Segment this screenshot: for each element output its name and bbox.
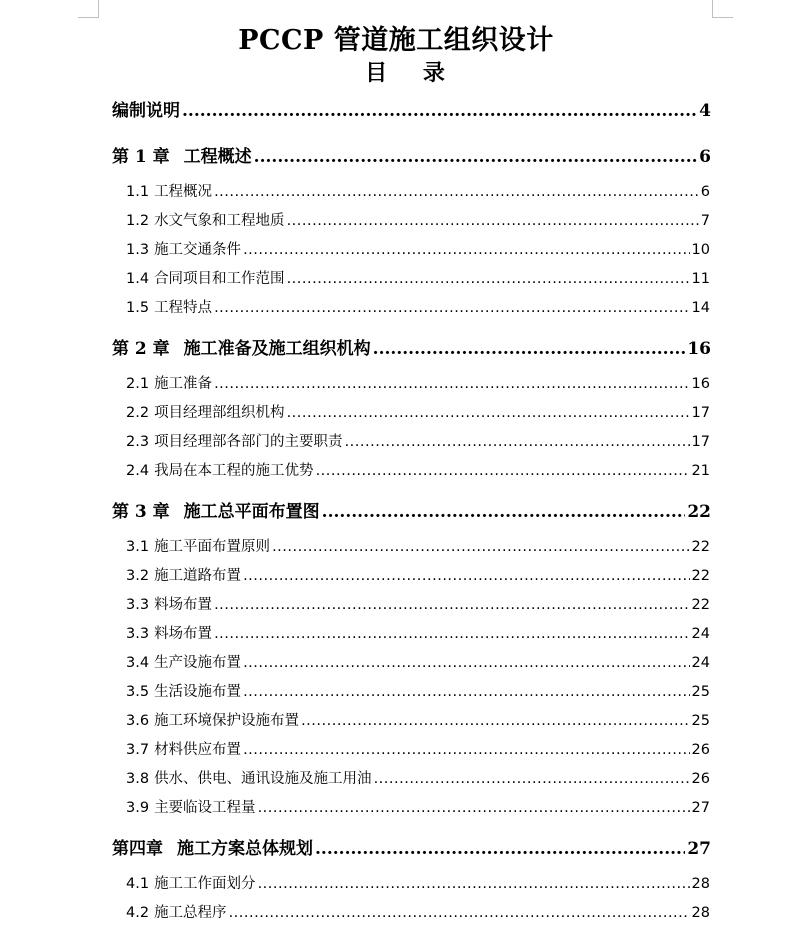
crop-mark-top-left bbox=[78, 0, 99, 18]
toc-page-number: 26 bbox=[691, 742, 710, 758]
toc-section-entry[interactable] bbox=[126, 622, 710, 643]
toc-entry-number: 3.7 bbox=[126, 742, 150, 758]
toc-entry-number: 1.1 bbox=[126, 184, 150, 200]
toc-section-entry[interactable] bbox=[126, 267, 710, 288]
toc-page-number: 14 bbox=[691, 300, 710, 316]
toc-page-number: 4 bbox=[699, 101, 711, 121]
toc-page-number: 27 bbox=[687, 839, 711, 859]
toc-section-entry[interactable] bbox=[126, 180, 710, 201]
toc-entry-number: 1.5 bbox=[126, 300, 150, 316]
toc-entry-title: 施工准备及施工组织机构 bbox=[183, 339, 371, 359]
toc-page-number: 17 bbox=[691, 434, 710, 450]
toc-section-entry[interactable] bbox=[126, 430, 710, 451]
toc-entry-number: 3.9 bbox=[126, 800, 150, 816]
toc-entry-title: 供水、供电、通讯设施及施工用油 bbox=[154, 771, 372, 787]
toc-leader-dots bbox=[214, 184, 699, 200]
toc-page-number: 27 bbox=[691, 800, 710, 816]
toc-section-entry[interactable] bbox=[126, 459, 710, 480]
toc-entry-number: 第 2 章 bbox=[112, 339, 170, 359]
toc-entry-title: 施工总程序 bbox=[154, 905, 227, 921]
crop-mark-top-right bbox=[712, 0, 733, 18]
toc-page-number: 6 bbox=[700, 184, 710, 200]
toc-entry-number: 1.4 bbox=[126, 271, 150, 287]
toc-leader-dots bbox=[214, 597, 689, 613]
toc-page-number: 7 bbox=[700, 213, 710, 229]
toc-leader-dots bbox=[322, 502, 686, 522]
toc-page-number: 22 bbox=[691, 597, 710, 613]
toc-page-number: 22 bbox=[691, 539, 710, 555]
toc-entry-number: 3.5 bbox=[126, 684, 150, 700]
toc-entry-number: 第四章 bbox=[112, 839, 163, 859]
toc-leader-dots bbox=[345, 434, 690, 450]
toc-entry-title: 工程特点 bbox=[154, 300, 213, 316]
toc-section-entry[interactable] bbox=[126, 796, 710, 817]
toc-leader-dots bbox=[254, 147, 697, 167]
toc-leader-dots bbox=[287, 213, 699, 229]
toc-leader-dots bbox=[287, 405, 690, 421]
toc-leader-dots bbox=[214, 376, 689, 392]
toc-leader-dots bbox=[243, 242, 689, 258]
toc-leader-dots bbox=[243, 655, 689, 671]
toc-entry-number: 3.3 bbox=[126, 597, 150, 613]
toc-page-number: 10 bbox=[691, 242, 710, 258]
toc-leader-dots bbox=[243, 684, 689, 700]
toc-leader-dots bbox=[374, 771, 690, 787]
toc-entry-title: 项目经理部组织机构 bbox=[154, 405, 285, 421]
toc-leader-dots bbox=[287, 271, 690, 287]
toc-entry-title: 料场布置 bbox=[154, 626, 213, 642]
toc-section-entry[interactable] bbox=[126, 872, 710, 893]
toc-chapter-entry[interactable] bbox=[112, 334, 711, 359]
toc-page-number: 28 bbox=[691, 905, 710, 921]
toc-entry-number: 4.1 bbox=[126, 876, 150, 892]
toc-entry-title: 施工平面布置原则 bbox=[154, 539, 271, 555]
toc-entry-title: 主要临设工程量 bbox=[154, 800, 256, 816]
toc-entry-title: 施工环境保护设施布置 bbox=[154, 713, 300, 729]
toc-leader-dots bbox=[243, 742, 689, 758]
toc-entry-number: 1.3 bbox=[126, 242, 150, 258]
toc-chapter-entry[interactable] bbox=[112, 834, 711, 859]
toc-section-entry[interactable] bbox=[126, 401, 710, 422]
toc-entry-title: 材料供应布置 bbox=[154, 742, 242, 758]
toc-leader-dots bbox=[258, 800, 690, 816]
toc-section-entry[interactable] bbox=[126, 901, 710, 922]
toc-page-number: 24 bbox=[691, 655, 710, 671]
toc-entry-title: 施工交通条件 bbox=[154, 242, 242, 258]
toc-section-entry[interactable] bbox=[126, 680, 710, 701]
toc-chapter-entry[interactable] bbox=[112, 96, 711, 121]
toc-section-entry[interactable] bbox=[126, 535, 710, 556]
toc-entry-title: 编制说明 bbox=[112, 101, 180, 121]
toc-section-entry[interactable] bbox=[126, 372, 710, 393]
toc-entry-title: 工程概述 bbox=[183, 147, 252, 167]
toc-section-entry[interactable] bbox=[126, 238, 710, 259]
toc-entry-number: 2.1 bbox=[126, 376, 150, 392]
toc-page-number: 21 bbox=[691, 463, 710, 479]
toc-entry-number: 3.2 bbox=[126, 568, 150, 584]
toc-section-entry[interactable] bbox=[126, 296, 710, 317]
toc-section-entry[interactable] bbox=[126, 738, 710, 759]
toc-leader-dots bbox=[229, 905, 690, 921]
toc-heading: 目 录 bbox=[365, 60, 445, 86]
toc-entry-title: 施工总平面布置图 bbox=[183, 502, 320, 522]
toc-page-number: 25 bbox=[691, 684, 710, 700]
toc-entry-title: 施工道路布置 bbox=[154, 568, 242, 584]
toc-leader-dots bbox=[214, 626, 689, 642]
toc-entry-title: 水文气象和工程地质 bbox=[154, 213, 285, 229]
toc-entry-number: 1.2 bbox=[126, 213, 150, 229]
toc-entry-number: 3.8 bbox=[126, 771, 150, 787]
toc-leader-dots bbox=[301, 713, 689, 729]
document-title: PCCP 管道施工组织设计 bbox=[238, 25, 554, 56]
toc-page-number: 28 bbox=[691, 876, 710, 892]
toc-leader-dots bbox=[316, 463, 690, 479]
toc-page-number: 25 bbox=[691, 713, 710, 729]
toc-entry-number: 2.4 bbox=[126, 463, 150, 479]
toc-chapter-entry[interactable] bbox=[112, 142, 711, 167]
toc-page-number: 22 bbox=[687, 502, 711, 522]
toc-entry-title: 我局在本工程的施工优势 bbox=[154, 463, 314, 479]
toc-leader-dots bbox=[373, 339, 686, 359]
toc-leader-dots bbox=[214, 300, 689, 316]
toc-entry-title: 施工工作面划分 bbox=[154, 876, 256, 892]
toc-entry-number: 第 1 章 bbox=[112, 147, 170, 167]
toc-entry-number: 3.3 bbox=[126, 626, 150, 642]
toc-section-entry[interactable] bbox=[126, 651, 710, 672]
toc-section-entry[interactable] bbox=[126, 209, 710, 230]
toc-page-number: 26 bbox=[691, 771, 710, 787]
toc-entry-title: 项目经理部各部门的主要职责 bbox=[154, 434, 343, 450]
toc-entry-title: 施工准备 bbox=[154, 376, 213, 392]
toc-entry-number: 第 3 章 bbox=[112, 502, 170, 522]
toc-entry-title: 生活设施布置 bbox=[154, 684, 242, 700]
toc-leader-dots bbox=[243, 568, 689, 584]
toc-entry-number: 3.4 bbox=[126, 655, 150, 671]
toc-entry-title: 生产设施布置 bbox=[154, 655, 242, 671]
toc-page-number: 16 bbox=[691, 376, 710, 392]
toc-entry-title: 施工方案总体规划 bbox=[177, 839, 313, 859]
toc-leader-dots bbox=[315, 839, 685, 859]
toc-entry-title: 料场布置 bbox=[154, 597, 213, 613]
toc-section-entry[interactable] bbox=[126, 767, 710, 788]
toc-entry-number: 4.2 bbox=[126, 905, 150, 921]
toc-section-entry[interactable] bbox=[126, 593, 710, 614]
toc-leader-dots bbox=[182, 101, 697, 121]
toc-section-entry[interactable] bbox=[126, 709, 710, 730]
toc-leader-dots bbox=[258, 876, 690, 892]
toc-entry-number: 3.1 bbox=[126, 539, 150, 555]
toc-page-number: 22 bbox=[691, 568, 710, 584]
toc-entry-number: 2.2 bbox=[126, 405, 150, 421]
toc-section-entry[interactable] bbox=[126, 564, 710, 585]
toc-page-number: 24 bbox=[691, 626, 710, 642]
toc-entry-title: 工程概况 bbox=[154, 184, 213, 200]
toc-page-number: 17 bbox=[691, 405, 710, 421]
toc-leader-dots bbox=[272, 539, 689, 555]
toc-entry-number: 2.3 bbox=[126, 434, 150, 450]
toc-page-number: 11 bbox=[691, 271, 710, 287]
toc-page-number: 6 bbox=[699, 147, 711, 167]
toc-entry-number: 3.6 bbox=[126, 713, 150, 729]
toc-chapter-entry[interactable] bbox=[112, 497, 711, 522]
toc-entry-title: 合同项目和工作范围 bbox=[154, 271, 285, 287]
toc-page-number: 16 bbox=[687, 339, 711, 359]
